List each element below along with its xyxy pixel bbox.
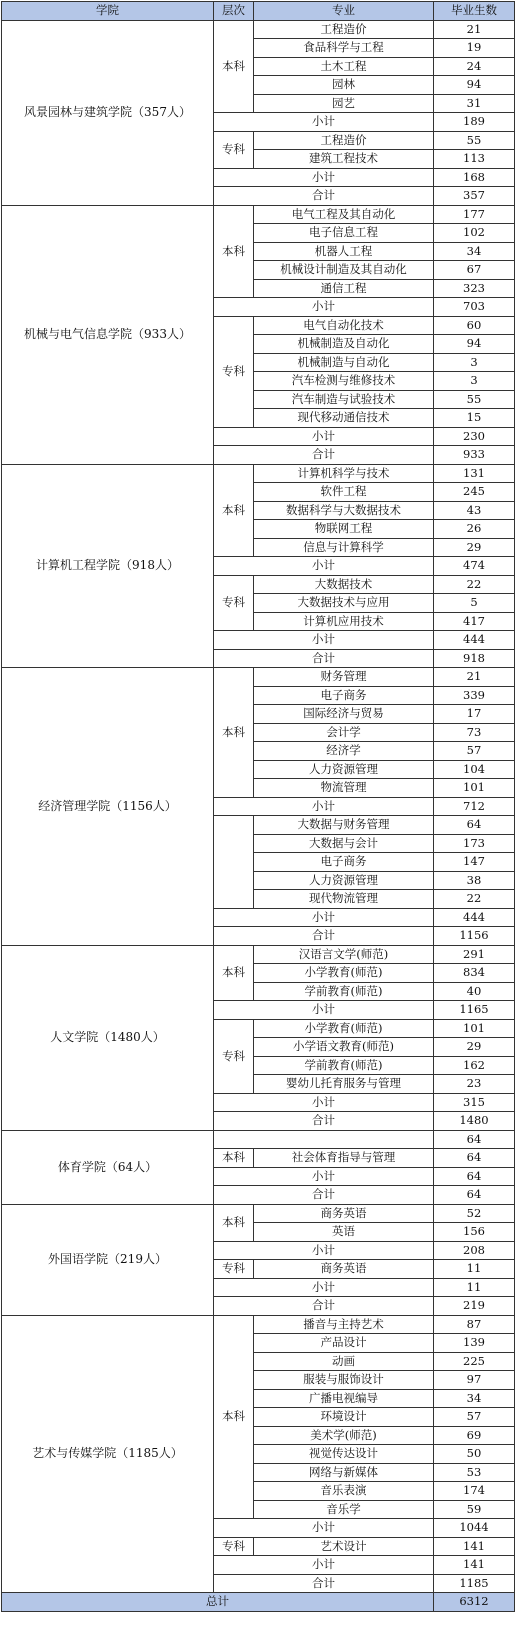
count-cell: 38 [434,871,515,890]
major-cell: 现代物流管理 [254,890,434,909]
grand-total-row [2,1593,515,1612]
college-name: 外国语学院（219人） [2,1204,214,1315]
count-cell: 34 [434,242,515,261]
major-cell: 工程造价 [254,131,434,150]
count-cell: 339 [434,686,515,705]
major-cell: 物联网工程 [254,520,434,539]
major-cell: 电子信息工程 [254,224,434,243]
major-cell: 电气自动化技术 [254,316,434,335]
subtotal-label: 小计 [214,1519,434,1538]
major-cell: 汉语言文学(师范) [254,945,434,964]
major-cell: 播音与主持艺术 [254,1315,434,1334]
major-cell: 小学语文教育(师范) [254,1038,434,1057]
count-cell: 50 [434,1445,515,1464]
major-cell: 音乐表演 [254,1482,434,1501]
subtotal-value: 1044 [434,1519,515,1538]
total-label: 合计 [214,1574,434,1593]
total-label: 合计 [214,649,434,668]
subtotal-label: 小计 [214,1001,434,1020]
major-cell: 大数据与财务管理 [254,816,434,835]
major-cell: 小学教育(师范) [254,964,434,983]
level-cell: 专科 [214,316,254,427]
major-cell: 信息与计算科学 [254,538,434,557]
subtotal-label: 小计 [214,1278,434,1297]
major-cell: 园林 [254,76,434,95]
count-cell: 22 [434,890,515,909]
major-cell: 计算机应用技术 [254,612,434,631]
count-cell: 23 [434,1075,515,1094]
count-cell: 43 [434,501,515,520]
major-cell: 美术学(师范) [254,1426,434,1445]
major-cell: 电子商务 [254,686,434,705]
count-cell: 29 [434,538,515,557]
count-cell: 3 [434,372,515,391]
count-cell: 97 [434,1371,515,1390]
count-cell: 94 [434,76,515,95]
subtotal-value: 444 [434,631,515,650]
count-cell: 59 [434,1500,515,1519]
major-cell: 土木工程 [254,57,434,76]
graduates-table [1,1,515,1612]
major-cell: 食品科学与工程 [254,39,434,58]
major-cell: 大数据与会计 [254,834,434,853]
college-name: 体育学院（64人） [2,1130,214,1204]
count-cell: 64 [434,1149,515,1168]
count-cell: 104 [434,760,515,779]
subtotal-label: 小计 [214,113,434,132]
count-cell: 225 [434,1352,515,1371]
count-cell: 174 [434,1482,515,1501]
total-value: 1480 [434,1112,515,1131]
table-body [2,20,515,1611]
subtotal-value: 208 [434,1241,515,1260]
major-cell: 园艺 [254,94,434,113]
total-label: 合计 [214,1186,434,1205]
level-cell: 专科 [214,1260,254,1279]
count-cell: 64 [434,816,515,835]
subtotal-value: 64 [434,1167,515,1186]
count-cell: 5 [434,594,515,613]
count-cell: 417 [434,612,515,631]
subtotal-label: 小计 [214,298,434,317]
subtotal-value: 315 [434,1093,515,1112]
major-cell: 艺术设计 [254,1537,434,1556]
total-label: 合计 [214,446,434,465]
count-cell: 55 [434,131,515,150]
subtotal-label: 小计 [214,168,434,187]
major-cell: 环境设计 [254,1408,434,1427]
count-cell: 15 [434,409,515,428]
major-cell: 汽车检测与维修技术 [254,372,434,391]
college-name: 风景园林与建筑学院（357人） [2,20,214,205]
major-cell: 商务英语 [254,1260,434,1279]
college-name: 艺术与传媒学院（1185人） [2,1315,214,1593]
total-value: 918 [434,649,515,668]
count-cell: 3 [434,353,515,372]
subtotal-label: 小计 [214,797,434,816]
table-row [2,1204,515,1223]
total-label: 合计 [214,927,434,946]
major-cell: 音乐学 [254,1500,434,1519]
count-cell: 57 [434,742,515,761]
level-cell: 专科 [214,575,254,631]
subtotal-label: 小计 [214,1093,434,1112]
total-value: 219 [434,1297,515,1316]
major-cell: 建筑工程技术 [254,150,434,169]
count-cell: 162 [434,1056,515,1075]
major-cell: 广播电视编导 [254,1389,434,1408]
major-cell: 软件工程 [254,483,434,502]
count-cell: 101 [434,1019,515,1038]
count-cell: 55 [434,390,515,409]
major-cell: 机械制造与自动化 [254,353,434,372]
subtotal-label: 小计 [214,1241,434,1260]
table-row [2,20,515,39]
count-cell: 34 [434,1389,515,1408]
major-cell: 电气工程及其自动化 [254,205,434,224]
count-cell: 173 [434,834,515,853]
major-cell: 服装与服饰设计 [254,1371,434,1390]
subtotal-value: 11 [434,1278,515,1297]
major-cell: 人力资源管理 [254,871,434,890]
subtotal-label: 小计 [214,1167,434,1186]
count-cell: 147 [434,853,515,872]
subtotal-label: 小计 [214,557,434,576]
major-cell: 大数据技术 [254,575,434,594]
count-cell: 94 [434,335,515,354]
count-cell: 323 [434,279,515,298]
college-name: 计算机工程学院（918人） [2,464,214,668]
count-cell: 67 [434,261,515,280]
total-value: 357 [434,187,515,206]
table-row [2,668,515,687]
count-cell: 131 [434,464,515,483]
level-cell: 本科 [214,1204,254,1241]
count-cell: 87 [434,1315,515,1334]
count-cell: 26 [434,520,515,539]
count-cell: 113 [434,150,515,169]
subtotal-label: 小计 [214,908,434,927]
level-cell: 专科 [214,1019,254,1093]
level-cell: 本科 [214,1149,254,1168]
major-cell: 婴幼儿托育服务与管理 [254,1075,434,1094]
count-cell: 24 [434,57,515,76]
subtotal-value: 168 [434,168,515,187]
header-college: 学院 [2,2,214,21]
subtotal-value: 189 [434,113,515,132]
major-cell: 机械设计制造及其自动化 [254,261,434,280]
subtotal-label: 小计 [214,427,434,446]
major-cell: 经济学 [254,742,434,761]
total-value: 64 [434,1186,515,1205]
major-cell: 通信工程 [254,279,434,298]
header-row [2,2,515,21]
count-cell: 101 [434,779,515,798]
count-cell: 21 [434,20,515,39]
count-cell: 245 [434,483,515,502]
count-cell: 40 [434,982,515,1001]
major-cell: 英语 [254,1223,434,1242]
subtotal-value: 712 [434,797,515,816]
count-cell: 29 [434,1038,515,1057]
level-cell [214,816,254,909]
total-value: 1156 [434,927,515,946]
level-cell: 本科 [214,668,254,798]
major-cell: 人力资源管理 [254,760,434,779]
subtotal-value: 230 [434,427,515,446]
major-cell: 机械制造及自动化 [254,335,434,354]
count-cell: 141 [434,1537,515,1556]
major-cell: 国际经济与贸易 [254,705,434,724]
subtotal-value: 141 [434,1556,515,1575]
subtotal-value: 474 [434,557,515,576]
count-cell: 21 [434,668,515,687]
major-cell: 汽车制造与试验技术 [254,390,434,409]
major-cell: 现代移动通信技术 [254,409,434,428]
college-name: 人文学院（1480人） [2,945,214,1130]
major-cell: 社会体育指导与管理 [254,1149,434,1168]
college-name: 机械与电气信息学院（933人） [2,205,214,464]
major-cell: 物流管理 [254,779,434,798]
count-cell: 22 [434,575,515,594]
level-cell: 本科 [214,20,254,113]
count-cell: 64 [434,1130,515,1149]
table-row [2,1130,515,1149]
level-cell: 本科 [214,945,254,1001]
total-label: 合计 [214,187,434,206]
header-level: 层次 [214,2,254,21]
grand-total-label: 总计 [2,1593,434,1612]
count-cell: 53 [434,1463,515,1482]
total-label: 合计 [214,1112,434,1131]
count-cell: 177 [434,205,515,224]
count-cell: 69 [434,1426,515,1445]
subtotal-value: 703 [434,298,515,317]
count-cell: 156 [434,1223,515,1242]
major-cell: 机器人工程 [254,242,434,261]
grand-total-value: 6312 [434,1593,515,1612]
level-cell: 专科 [214,1537,254,1556]
major-cell: 产品设计 [254,1334,434,1353]
count-cell: 73 [434,723,515,742]
count-cell: 17 [434,705,515,724]
subtotal-label: 小计 [214,631,434,650]
major-cell: 视觉传达设计 [254,1445,434,1464]
subtotal-value: 444 [434,908,515,927]
major-cell: 财务管理 [254,668,434,687]
subtotal-value: 1165 [434,1001,515,1020]
major-cell: 动画 [254,1352,434,1371]
table-row [2,464,515,483]
major-cell: 网络与新媒体 [254,1463,434,1482]
level-cell: 专科 [214,131,254,168]
table-row [2,205,515,224]
count-cell: 31 [434,94,515,113]
major-cell: 大数据技术与应用 [254,594,434,613]
major-cell: 小学教育(师范) [254,1019,434,1038]
major-cell: 会计学 [254,723,434,742]
count-cell: 102 [434,224,515,243]
count-cell: 52 [434,1204,515,1223]
table-row [2,1315,515,1334]
total-value: 933 [434,446,515,465]
header-major: 专业 [254,2,434,21]
level-cell: 本科 [214,205,254,298]
major-cell: 商务英语 [254,1204,434,1223]
major-cell: 数据科学与大数据技术 [254,501,434,520]
count-cell: 11 [434,1260,515,1279]
table-row [2,945,515,964]
college-name: 经济管理学院（1156人） [2,668,214,946]
count-cell: 834 [434,964,515,983]
major-cell: 电子商务 [254,853,434,872]
major-cell: 计算机科学与技术 [254,464,434,483]
major-cell: 工程造价 [254,20,434,39]
total-value: 1185 [434,1574,515,1593]
count-cell: 291 [434,945,515,964]
level-cell: 本科 [214,464,254,557]
count-cell: 139 [434,1334,515,1353]
count-cell: 57 [434,1408,515,1427]
count-cell: 19 [434,39,515,58]
header-count: 毕业生数 [434,2,515,21]
count-cell: 60 [434,316,515,335]
level-cell: 本科 [214,1315,254,1519]
subtotal-label-cell [214,1130,434,1149]
total-label: 合计 [214,1297,434,1316]
major-cell: 学前教育(师范) [254,982,434,1001]
subtotal-label: 小计 [214,1556,434,1575]
major-cell: 学前教育(师范) [254,1056,434,1075]
